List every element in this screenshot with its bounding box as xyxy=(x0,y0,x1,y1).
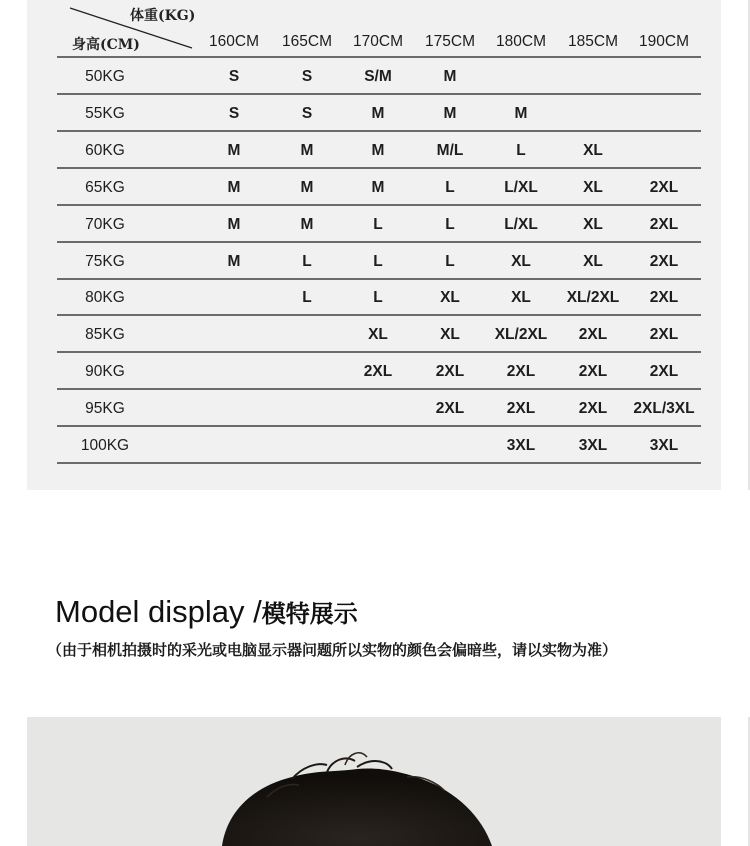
size-cell: 2XL xyxy=(649,253,679,270)
size-cell: L xyxy=(445,253,455,270)
size-cell: M xyxy=(443,68,457,85)
model-photo xyxy=(27,717,721,846)
size-cell: L/XL xyxy=(504,179,538,196)
column-header: 160CM xyxy=(209,33,259,50)
size-cell: S xyxy=(228,68,240,85)
row-rule xyxy=(57,462,701,464)
column-header: 175CM xyxy=(425,33,475,50)
size-cell: S xyxy=(301,105,313,122)
size-row xyxy=(57,390,701,427)
size-cell: L xyxy=(445,179,455,196)
size-row xyxy=(57,95,701,132)
size-cell: 3XL xyxy=(578,437,608,454)
size-cell: L xyxy=(373,289,383,306)
size-cell: L xyxy=(302,253,312,270)
size-cell: 2XL xyxy=(363,363,393,380)
size-cell: XL xyxy=(440,326,460,343)
row-weight-label: 80KG xyxy=(85,289,125,306)
size-cell: M xyxy=(300,216,314,233)
size-cell: 2XL xyxy=(506,363,536,380)
title-english: Model display / xyxy=(55,594,262,629)
row-weight-label: 75KG xyxy=(85,253,125,270)
size-cell: M xyxy=(300,142,314,159)
size-row xyxy=(57,206,701,243)
color-disclaimer: （由于相机拍摄时的采光或电脑显示器问题所以实物的颜色会偏暗些，请以实物为准） xyxy=(47,641,618,659)
chart-corner-header xyxy=(30,0,200,58)
size-cell: XL xyxy=(511,289,531,306)
size-cell: 2XL xyxy=(578,363,608,380)
model-display-title xyxy=(55,594,358,630)
model-hair-image xyxy=(27,717,721,846)
size-cell: M xyxy=(514,105,528,122)
column-header: 165CM xyxy=(282,33,332,50)
size-cell: L/XL xyxy=(504,216,538,233)
size-cell: XL xyxy=(583,216,603,233)
size-cell: 2XL xyxy=(578,326,608,343)
size-cell: M xyxy=(227,253,241,270)
size-cell: 2XL xyxy=(578,400,608,417)
row-weight-label: 50KG xyxy=(85,68,125,85)
size-cell: 3XL xyxy=(649,437,679,454)
size-cell: M xyxy=(443,105,457,122)
size-cell: XL xyxy=(583,179,603,196)
size-cell: M xyxy=(371,142,385,159)
row-weight-label: 100KG xyxy=(80,437,130,454)
size-cell: L xyxy=(373,216,383,233)
column-header: 185CM xyxy=(568,33,618,50)
row-weight-label: 55KG xyxy=(85,105,125,122)
column-header: 180CM xyxy=(496,33,546,50)
size-cell: S xyxy=(228,105,240,122)
row-weight-label: 60KG xyxy=(85,142,125,159)
size-cell: 2XL xyxy=(435,363,465,380)
size-cell: 2XL xyxy=(649,179,679,196)
size-cell: L xyxy=(445,216,455,233)
size-row xyxy=(57,169,701,206)
size-row xyxy=(57,316,701,353)
size-cell: M xyxy=(227,142,241,159)
size-cell: 2XL xyxy=(649,326,679,343)
size-cell: 2XL xyxy=(649,216,679,233)
size-cell: L xyxy=(516,142,526,159)
size-cell: 2XL xyxy=(649,289,679,306)
size-cell: M xyxy=(371,179,385,196)
size-cell: M xyxy=(371,105,385,122)
row-weight-label: 65KG xyxy=(85,179,125,196)
size-cell: XL/2XL xyxy=(494,326,548,343)
size-cell: M xyxy=(227,216,241,233)
size-cell: M xyxy=(300,179,314,196)
size-row xyxy=(57,279,701,316)
size-row xyxy=(57,427,701,464)
size-cell: XL xyxy=(583,142,603,159)
size-cell: L xyxy=(373,253,383,270)
size-cell: M xyxy=(227,179,241,196)
size-cell: 3XL xyxy=(506,437,536,454)
height-axis-label: 身高(CM) xyxy=(72,37,140,53)
size-row xyxy=(57,132,701,169)
size-cell: 2XL xyxy=(435,400,465,417)
title-chinese: 模特展示 xyxy=(261,600,358,628)
size-cell: XL xyxy=(583,253,603,270)
size-row xyxy=(57,58,701,95)
size-cell: L xyxy=(302,289,312,306)
size-cell: M/L xyxy=(436,142,464,159)
size-cell: S xyxy=(301,68,313,85)
row-weight-label: 70KG xyxy=(85,216,125,233)
size-row xyxy=(57,243,701,280)
size-cell: S/M xyxy=(364,68,392,85)
size-row xyxy=(57,353,701,390)
size-cell: 2XL xyxy=(649,363,679,380)
size-cell: XL/2XL xyxy=(566,289,620,306)
size-cell: XL xyxy=(511,253,531,270)
size-cell: XL xyxy=(440,289,460,306)
column-header: 170CM xyxy=(353,33,403,50)
row-weight-label: 95KG xyxy=(85,400,125,417)
column-header: 190CM xyxy=(639,33,689,50)
size-cell: 2XL xyxy=(506,400,536,417)
size-cell: XL xyxy=(368,326,388,343)
row-weight-label: 90KG xyxy=(85,363,125,380)
weight-axis-label: 体重(KG) xyxy=(130,8,196,24)
size-cell: 2XL/3XL xyxy=(633,400,695,417)
row-weight-label: 85KG xyxy=(85,326,125,343)
